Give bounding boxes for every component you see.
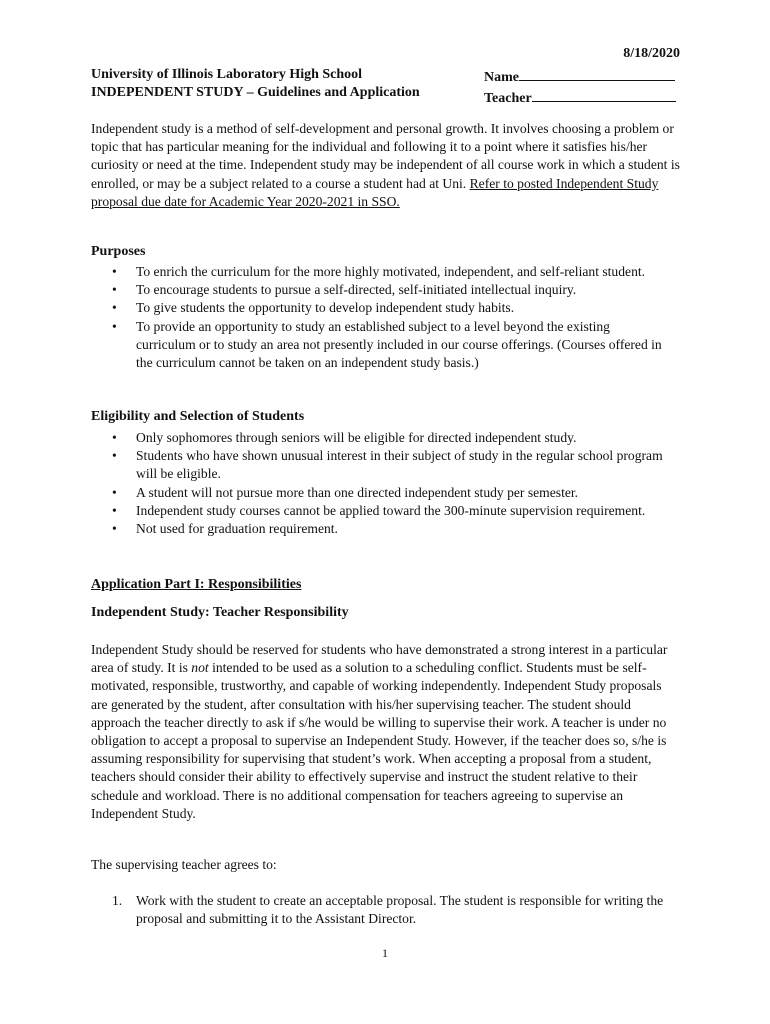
bullet-icon: • xyxy=(112,318,117,334)
name-blank-line[interactable] xyxy=(519,66,675,81)
list-item-text: Not used for graduation requirement. xyxy=(136,521,338,537)
document-title: INDEPENDENT STUDY – Guidelines and Application xyxy=(91,85,420,100)
list-item-text: Students who have shown unusual interest in their subject of study in the regular school program will be eligible. xyxy=(136,448,663,482)
item-number: 1. xyxy=(112,893,123,908)
page-number: 1 xyxy=(382,946,388,960)
numbered-item xyxy=(112,892,682,928)
list-item xyxy=(112,263,672,281)
list-item xyxy=(112,281,672,299)
bullet-icon: • xyxy=(112,521,117,537)
purposes-heading: Purposes xyxy=(91,244,146,259)
list-item-text: To provide an opportunity to study an established subject to a level beyond the existing curriculum or to study an area not presently included in our course offerings. (Courses offered in the curriculum cannot be taken on an independent study basis.) xyxy=(136,318,662,371)
paragraph-text: intended to be used as a solution to a scheduling conflict. Students must be self-motivated, responsible, trustworthy, and capable of working independently. Independent Study proposals are generated by the student, after consultation with his/her supervising teacher. The student should approach the teacher directly to ask if s/he would be willing to supervise their work. A teacher is under no obligation to accept a proposal to supervise an Independent Study. However, if the teacher does so, s/he is assuming responsibility for supervising that student’s work. When accepting a proposal from a student, teachers should consider their ability to effectively supervise and instruct the student relative to their schedule and workload. There is no additional compensation for teachers agreeing to supervise an Independent Study. xyxy=(91,660,667,821)
name-label: Name xyxy=(484,70,519,85)
list-item xyxy=(112,502,672,520)
supervising-teacher-agrees: The supervising teacher agrees to: xyxy=(91,857,277,872)
list-item-text: To encourage students to pursue a self-directed, self-initiated intellectual inquiry. xyxy=(136,282,577,298)
eligibility-list xyxy=(112,429,672,538)
purposes-list xyxy=(112,263,672,372)
intro-text: Independent study is a method of self-development and personal growth. It involves choosing a problem or topic that has particular meaning for the individual and following it to a point where it satisfies his/her curiosity or need at the time. Independent study may be independent of all course work in which a student is enrolled, or may be a subject related to a course a student had at Uni. xyxy=(91,121,680,191)
teacher-blank-line[interactable] xyxy=(532,87,676,102)
teacher-responsibility-heading: Independent Study: Teacher Responsibility xyxy=(91,605,349,620)
intro-due-date-note: Refer to posted Independent Study proposal due date for Academic Year 2020-2021 in SSO. xyxy=(91,175,659,209)
application-part-heading: Application Part I: Responsibilities xyxy=(91,577,302,592)
list-item xyxy=(112,447,672,483)
list-item-text: Only sophomores through seniors will be eligible for directed independent study. xyxy=(136,430,577,445)
list-item-text: To enrich the curriculum for the more highly motivated, independent, and self-reliant student. xyxy=(136,264,646,279)
list-item-text: A student will not pursue more than one directed independent study per semester. xyxy=(136,484,579,500)
document-header xyxy=(91,66,420,102)
paragraph-text: Independent Study should be reserved for students who have demonstrated a strong interest in a particular area of study. It is xyxy=(91,642,668,676)
bullet-icon: • xyxy=(112,300,117,316)
bullet-icon: • xyxy=(112,264,117,279)
bullet-icon: • xyxy=(112,502,117,518)
numbered-list xyxy=(112,892,682,928)
name-teacher-fields xyxy=(484,66,676,108)
list-item-text: Independent study courses cannot be applied toward the 300-minute supervision requirement. xyxy=(136,502,646,518)
list-item xyxy=(112,429,672,447)
bullet-icon: • xyxy=(112,448,117,464)
list-item xyxy=(112,318,672,373)
list-item-text: To give students the opportunity to develop independent study habits. xyxy=(136,300,515,316)
list-item xyxy=(112,484,672,502)
numbered-item-text: Work with the student to create an acceptable proposal. The student is responsible for writing the proposal and submitting it to the Assistant Director. xyxy=(136,893,664,927)
intro-paragraph xyxy=(91,120,681,211)
bullet-icon: • xyxy=(112,484,117,500)
list-item xyxy=(112,299,672,317)
name-field[interactable] xyxy=(484,66,676,87)
teacher-label: Teacher xyxy=(484,91,532,106)
school-name: University of Illinois Laboratory High School xyxy=(91,67,363,82)
eligibility-heading: Eligibility and Selection of Students xyxy=(91,409,305,424)
teacher-field[interactable] xyxy=(484,87,676,108)
teacher-responsibility-paragraph xyxy=(91,641,681,823)
emphasis-text: not xyxy=(191,660,209,676)
bullet-icon: • xyxy=(112,282,117,298)
document-date: 8/18/2020 xyxy=(623,46,680,61)
bullet-icon: • xyxy=(112,430,117,445)
list-item xyxy=(112,520,672,538)
